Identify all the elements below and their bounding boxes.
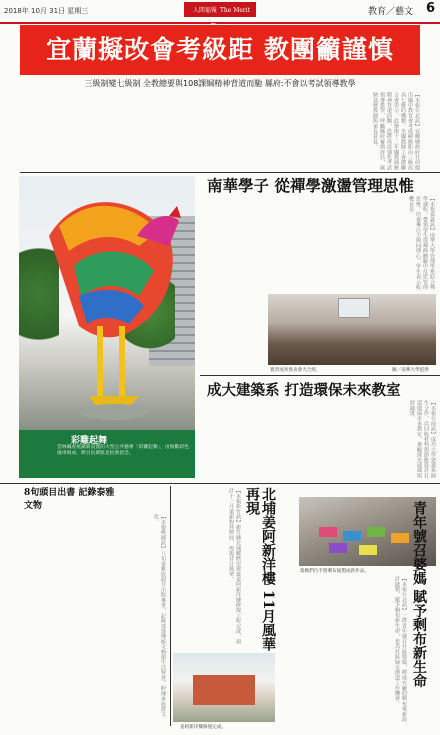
- nanhua-photo-caption: 實習成果發表會大合照。: [270, 368, 321, 373]
- beipu-body: 【本報新竹訊】新竹縣北埔鄉歷史建築姜阿新洋樓修復工程完成，預計十一月重新對外開放，再現昔日風華。: [228, 488, 241, 644]
- chengda-body: 【本報台南訊】成功大學建築系師生合作，以回收材料與節能設計打造環保未來教室，兼顧採光通風與舒適度。: [409, 400, 436, 478]
- beipu-mansion-photo: [173, 653, 275, 722]
- divider: [20, 172, 440, 173]
- nanhua-headline[interactable]: 南華學子 從禪學激盪管理思惟: [207, 176, 414, 195]
- main-headline[interactable]: 宜蘭擬改會考級距 教團籲謹慎: [20, 25, 420, 75]
- nanhua-body: 【本報嘉義訊】南華大學管理學系結合禪學課程，帶領學生從禪修體驗中反思管理思惟，培養專注力與同理心，學生表示收穫良多。: [408, 196, 435, 290]
- page-number: 6: [426, 1, 436, 16]
- divider: [0, 483, 440, 484]
- divider: [170, 486, 171, 726]
- rooster-sculpture-photo: [19, 176, 195, 430]
- logo-en: The Merit: [219, 7, 251, 14]
- page-header: [0, 0, 440, 24]
- divider: [200, 375, 440, 376]
- rooster-caption-box: [19, 430, 195, 478]
- rooster-title: 彩雞起舞: [71, 436, 108, 446]
- beipu-photo-caption: 姜阿新洋樓修復完成。: [180, 725, 226, 730]
- logo-cn: 人間福報: [192, 7, 217, 14]
- section-label: 教育／藝文: [368, 7, 414, 17]
- issue-date: 2018年 10月 31日 星期三: [4, 7, 89, 15]
- youth-photo-caption: 婆媽們巧手將剩布縫製成新作品。: [300, 569, 369, 574]
- rooster-caption: 雲林縣虎尾鎮新設置的大型公共藝術「彩雞起舞」，由無數彩色風車組成，吸引民眾駐足拍照留念。: [57, 445, 189, 457]
- beipu-headline[interactable]: 北埔姜阿新洋樓 11月風華再現: [244, 487, 276, 652]
- chengda-headline[interactable]: 成大建築系 打造環保未來教室: [207, 382, 401, 399]
- nanhua-group-photo: [268, 294, 436, 365]
- nanhua-body-2: [203, 294, 265, 374]
- taiya-body: 【本報桃園訊】八旬泰雅族頭目出版專書，記錄部落傳統文物與生活智慧，盼傳承族群文化。: [153, 514, 166, 717]
- masthead-logo[interactable]: [184, 2, 256, 17]
- main-subheadline: 三級制變七級制 全教總要與108課綱精神背道而馳 縣府:不會以考試領導教學: [84, 79, 356, 88]
- col-filler: [200, 94, 204, 172]
- youth-body: 【本報台北訊】一群青年號召社區婆媽，將成衣廠的剩布重新設計縫製，賦予剩布新生命，也為社區婦女創造工作機會。: [394, 576, 407, 722]
- main-story-body: 【本報台北訊】宜蘭縣政府日前提出國中教育會考成績級距由三級改為七級的構想，全國教師工會總聯合會表示，此舉與十二年國教減壓精神背道而馳，恐將再度強化考試領導教學，呼籲縣府審慎評估，廣納基層教師與家長意見。: [372, 92, 420, 170]
- taiya-headline[interactable]: 8旬頭目出書 記錄泰雅文物: [24, 488, 115, 511]
- nanhua-photo-credit: 圖／南華大學提供: [392, 368, 429, 373]
- youth-headline[interactable]: 青年號召婆媽 賦予剩布新生命: [411, 501, 427, 688]
